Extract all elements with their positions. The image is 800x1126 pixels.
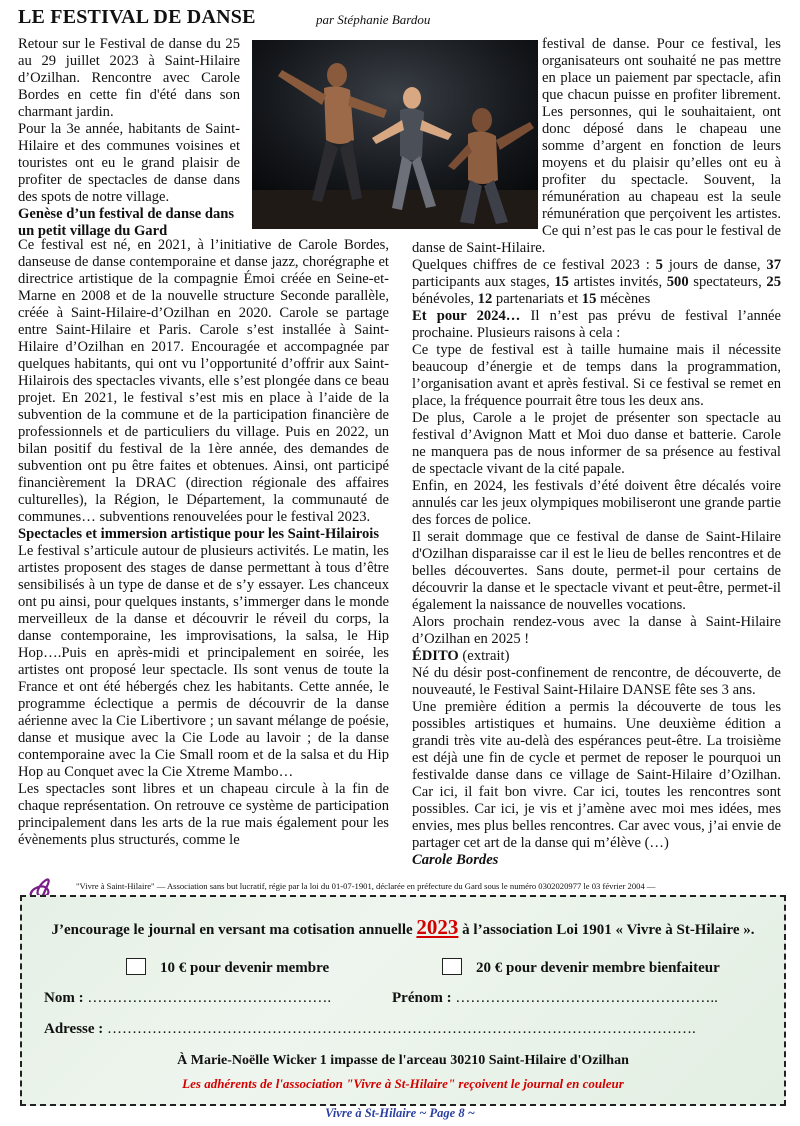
form-intro <box>22 915 784 940</box>
stats-paragraph <box>412 257 781 308</box>
plans-2024-paragraph: Enfin, en 2024, les festivals d’été doivent être décalés voire annulés car les jeux olympiques mobiliseront une grande partie des forces de police. <box>412 478 781 528</box>
stat-value: 15 <box>581 291 597 307</box>
article-byline: par Stéphanie Bardou <box>316 12 431 27</box>
plans-2024-paragraph: Ce type de festival est à taille humaine mais il nécessite beaucoup d’énergie et de temps dans la programmation, l’organisation avant et après festival. Si ce festival se remet en place, la fréquence pourrait être tous les deux ans. <box>412 342 781 409</box>
right-column <box>412 36 781 869</box>
adresse-field[interactable] <box>44 1021 696 1038</box>
option-benefactor[interactable] <box>442 958 720 977</box>
spectacles-paragraph: Les spectacles sont libres et un chapeau circule à la fin de chaque représentation. On retrouve ce système de participation principalement dans les arts de la rue mais également pour les évènements plus structurés, comme le <box>18 781 389 848</box>
intro-paragraph: Retour sur le Festival de danse du 25 au 29 juillet 2023 à Saint-Hilaire d’Ozilhan. Rencontre avec Carole Bordes en cette fin d'été dans son charmant jardin. <box>18 36 240 120</box>
section-heading-genese: Genèse d’un festival de danse dans un petit village du Gard <box>18 206 235 239</box>
edito-paragraph: Né du désir post-confinement de rencontre, de découverte, de nouveauté, le Festival Saint-Hilaire DANSE fête ses 3 ans. <box>412 665 781 698</box>
checkbox-member[interactable] <box>126 958 146 975</box>
nom-field[interactable] <box>44 990 331 1007</box>
plans-2024-paragraph: Alors prochain rendez-vous avec la danse à Saint-Hilaire d’Ozilhan en 2025 ! <box>412 614 781 647</box>
nom-label: Nom : <box>44 990 88 1006</box>
option-member[interactable] <box>126 958 329 977</box>
article-title: LE FESTIVAL DE DANSE <box>18 6 256 28</box>
stat-value: 5 <box>655 257 663 273</box>
chapeau-text: festival de danse. Pour ce festival, les organisateurs ont souhaité ne pas mettre en place un paiement par spectacle, afin que chacun puisse en profiter librement. Les personnes, qui le souhaitaient, ont donc déposé dans le chapeau une somme d’argent en fonction de leurs moyens et du plaisir qu’elles ont eu à profiter du spectacle. Souvent, la rémunération au chapeau est la seule rémunération que perçoivent les artistes. Ce qui n’est pas le cas pour le festival de danse de Saint-Hilaire. <box>412 36 781 256</box>
stat-label: bénévoles, <box>412 291 478 307</box>
plans-2024-paragraph: Il serait dommage que ce festival de danse de Saint-Hilaire d'Ozilhan disparaisse car il est le lieu de belles rencontres et de belles découvertes. Sans doute, permet-il pour certains de découvrir la danse et le spectacle vivant et peut-être, permet-il également la naissance de nouvelles vocations. <box>412 529 781 613</box>
chapeau-paragraph <box>412 36 781 257</box>
adresse-label: Adresse : <box>44 1021 108 1037</box>
stat-value: 500 <box>666 274 689 290</box>
stat-value: 25 <box>766 274 781 290</box>
association-notice <box>18 878 778 896</box>
option-member-label: 10 € pour devenir membre <box>160 960 330 976</box>
plans-2024-lead: Il n’est pas prévu de festival l’année prochaine. Plusieurs raisons à cela : <box>412 308 781 341</box>
stat-label: partenariats et <box>492 291 582 307</box>
stat-label: spectateurs, <box>688 274 767 290</box>
stats-lead: Quelques chiffres de ce festival 2023 : <box>412 257 656 273</box>
membership-form <box>20 895 786 1106</box>
mailing-address: À Marie-Noëlle Wicker 1 impasse de l'arceau 30210 Saint-Hilaire d'Ozilhan <box>177 1053 629 1068</box>
stat-value: 15 <box>554 274 569 290</box>
stat-label: mécènes <box>596 291 651 307</box>
stat-label: artistes invités, <box>568 274 667 290</box>
stat-label: jours de danse, <box>662 257 767 273</box>
section-heading-2024: Et pour 2024… <box>412 308 521 324</box>
article-header <box>18 6 778 32</box>
stat-value: 12 <box>477 291 493 307</box>
prenom-dots[interactable]: …………………………………………….. <box>455 990 718 1006</box>
prenom-field[interactable] <box>392 990 718 1007</box>
form-year: 2023 <box>416 915 459 939</box>
adresse-dots[interactable]: ………………………………………………………………………………………………………. <box>107 1021 696 1037</box>
left-column-intro <box>18 36 240 240</box>
plans-2024-paragraph <box>412 308 781 342</box>
color-journal-note: Les adhérents de l'association "Vivre à St-Hilaire" reçoivent le journal en couleur <box>182 1076 624 1091</box>
stat-label: participants aux stages, <box>412 274 555 290</box>
left-column <box>18 237 389 849</box>
edito-signature: Carole Bordes <box>412 852 499 868</box>
intro-paragraph: Pour la 3e année, habitants de Saint-Hilaire et des communes voisines et touristes ont eu le grand plaisir de profiter de spectacles de danse dans des spots de notre village. <box>18 121 240 205</box>
prenom-label: Prénom : <box>392 990 456 1006</box>
plans-2024-paragraph: De plus, Carole a le projet de présenter son spectacle au festival d’Avignon Matt et Moi duo danse et batterie. Carole ne manquera pas de nous informer de sa présence au festival de spectacle vivant de la cité papale. <box>412 410 781 477</box>
nom-dots[interactable]: …………………………………………. <box>87 990 332 1006</box>
checkbox-benefactor[interactable] <box>442 958 462 975</box>
stat-value: 37 <box>766 257 781 273</box>
photo-wrap-spacer <box>412 36 542 231</box>
edito-title: ÉDITO <box>412 648 459 664</box>
edito-paragraph: Une première édition a permis la découverte de tous les possibles artistiques et humains. Une deuxième édition a grandi très vite au-delà des espérances peut-être. La troisième est déjà une fin de cycle et permet de reposer le pourquoi un festivalde danse dans ce village de Saint-Hilaire d’Ozilhan. Car ici, il fait bon vivre. Car ici, toutes les rencontres sont possibles. Car ici, je vis et j’amène avec moi mes idées, mes envies, mes plus belles rencontres. Car avec vous, j’ai envie de partager cet art de la danse qui m’élève (…) <box>412 699 781 851</box>
association-legal-text: "Vivre à Saint-Hilaire" — Association sans but lucratif, régie par la loi du 01-07-1901, déclarée en préfecture du Gard sous le numéro 0302020977 le 03 février 2004 — <box>76 881 656 891</box>
section-heading-spectacles: Spectacles et immersion artistique pour les Saint-Hilairois <box>18 526 380 542</box>
genese-paragraph: Ce festival est né, en 2021, à l’initiative de Carole Bordes, danseuse de danse contemporaine et danse jazz, chorégraphe et directrice artistique de la compagnie Émoi créée en Seine-et-Marne en 2008 et de la nouvelle structure Seconde parallèle, créée à Saint-Hilaire-d’Ozilhan en 2020. Carole se partage entre Saint-Hilaire et Paris. Carole s’est installée à Saint-Hilaire d’Ozilhan en 2017. Encouragée et accompagnée par quelques habitants, qui ont vu l’opportunité d’offrir aux Saint-Hilairois des spectacles vivants, elle s’est plongée dans ce beau projet. En 2021, le festival s’est mis en place à l’aide de la subvention de la commune et de la participation financière de professionnels et de particuliers du village. Puis en 2022, un bilan positif du festival de la 1ère année, des demandes de subvention ont pu être faites et obtenues. Ainsi, ont participé financièrement la DRAC (direction régionale des affaires culturelles), la Région, le Département, la communauté de communes… subventions renouvelées pour le festival 2023. <box>18 237 389 525</box>
spectacles-paragraph: Le festival s’articule autour de plusieurs activités. Le matin, les artistes proposent des stages de danse permettant à tous d’être sensibilisés à un type de danse et de s’y essayer. Les chanceux ont pu ainsi, pour quelques instants, s’immerger dans le monde merveilleux de la danse et découvrir le réveil du corps, la danse contemporaine, les improvisations, la salsa, le Hip Hop….Puis en après-midi et principalement en soirée, les artistes ont proposé leur spectacle. Ils sont venus de toute la France et ont été hébergés chez les habitants. Cette année, le programme éclectique a permis de découvrir de la danse aérienne avec la Cie Libertivore ; un savant mélange de poésie, danse et musique avec la Cie Lode au lavoir ; de la danse contemporaine avec la Cie Small room et de la salsa et du Hip Hop au Conquet avec la Cie Xtreme Mambo… <box>18 543 389 780</box>
edito-subtitle: (extrait) <box>458 648 510 664</box>
form-intro-text: J’encourage le journal en versant ma cotisation annuelle <box>51 922 417 938</box>
edito-heading <box>412 648 781 665</box>
option-benefactor-label: 20 € pour devenir membre bienfaiteur <box>476 960 720 976</box>
page-footer: Vivre à St-Hilaire ~ Page 8 ~ <box>325 1106 475 1120</box>
form-intro-text: à l’association Loi 1901 « Vivre à St-Hilaire ». <box>458 922 755 938</box>
